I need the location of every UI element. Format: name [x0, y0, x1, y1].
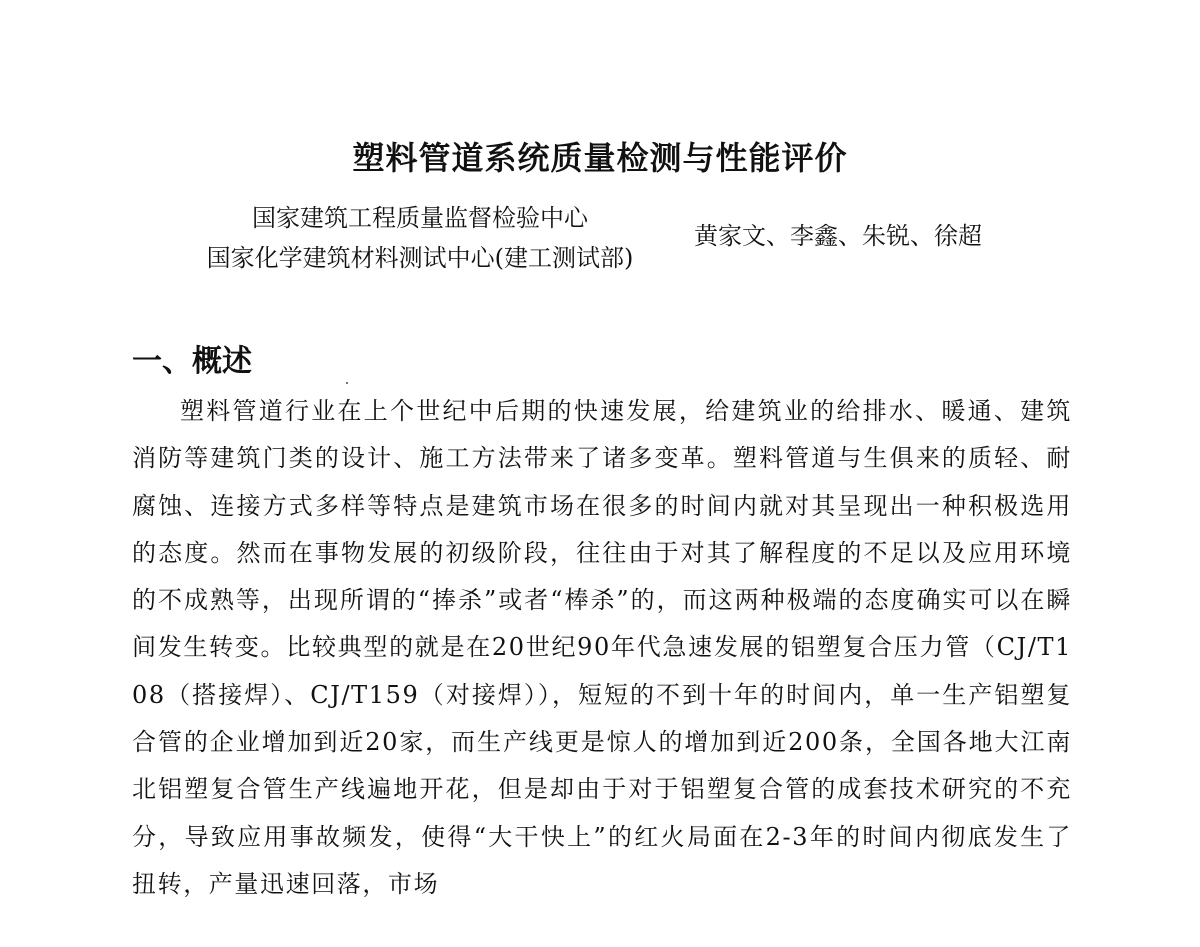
- body-paragraph: 塑料管道行业在上个世纪中后期的快速发展，给建筑业的给排水、暖通、建筑消防等建筑门类的设计、施工方法带来了诸多变革。塑料管道与生俱来的质轻、耐腐蚀、连接方式多样等特点是建筑市场在很多的时间内就对其呈现出一种积极选用的态度。然而在事物发展的初级阶段，往往由于对其了解程度的不足以及应用环境的不成熟等，出现所谓的“捧杀”或者“棒杀”的，而这两种极端的态度确实可以在瞬间发生转变。比较典型的就是在20世纪90年代急速发展的铝塑复合压力管（CJ/T108（搭接焊）、CJ/T159（对接焊）），短短的不到十年的时间内，单一生产铝塑复合管的企业增加到近20家，而生产线更是惊人的增加到近200条，全国各地大江南北铝塑复合管生产线遍地开花，但是却由于对于铝塑复合管的成套技术研究的不充分，导致应用事故频发，使得“大干快上”的红火局面在2-3年的时间内彻底发生了扭转，产量迅速回落，市场: [132, 397, 1072, 898]
- affiliation-line: 国家建筑工程质量监督检验中心: [252, 204, 588, 232]
- body-text: [132, 388, 1072, 908]
- affiliation-block: [160, 198, 680, 278]
- author-list: 黄家文、李鑫、朱锐、徐超: [694, 222, 982, 250]
- section-heading: 一、概述: [132, 344, 252, 379]
- paper-title: 塑料管道系统质量检测与性能评价: [352, 139, 848, 177]
- scan-speck: [346, 382, 348, 384]
- affiliation-line: 国家化学建筑材料测试中心(建工测试部): [206, 244, 634, 272]
